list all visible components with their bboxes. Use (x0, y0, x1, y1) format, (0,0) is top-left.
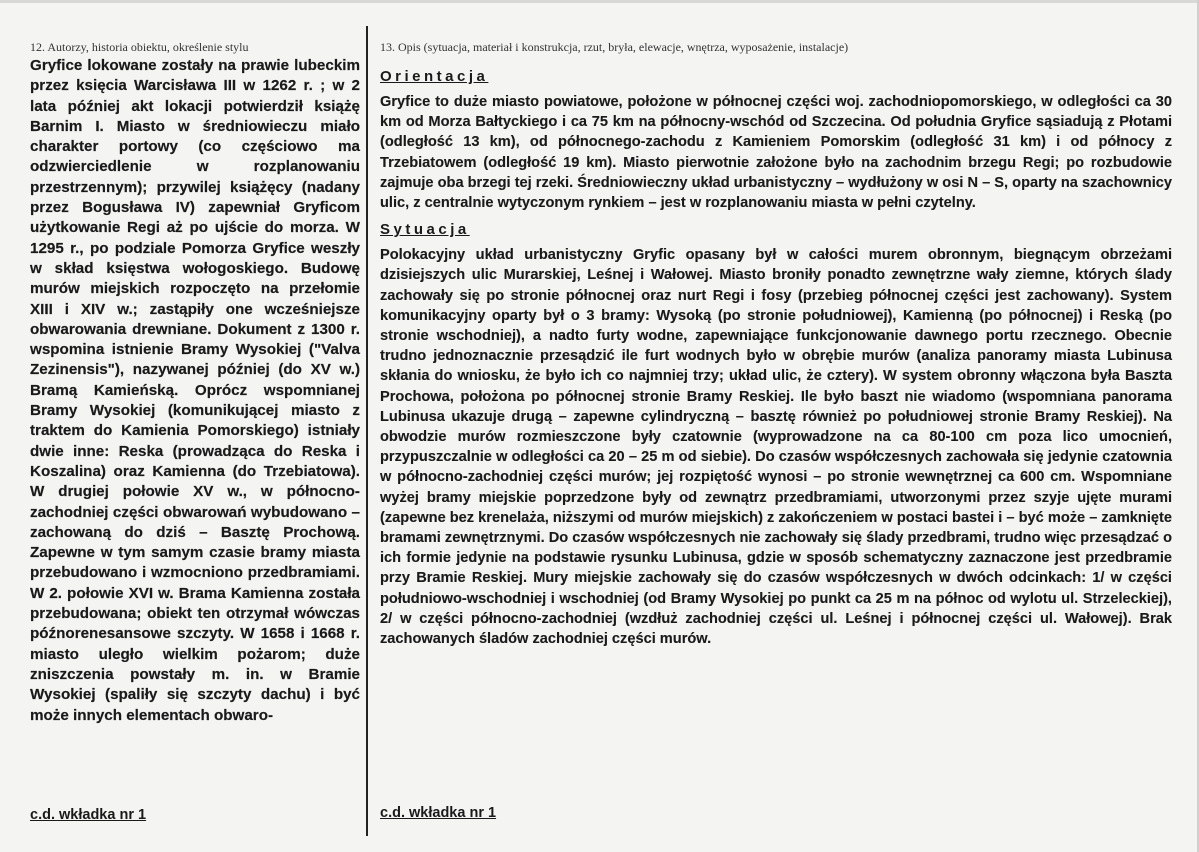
column-divider (366, 26, 368, 836)
section-text-orientacja: Gryfice to duże miasto powiatowe, położone w północnej części woj. zachodniopomorskiego, w odległości ca 30 km od Morza Bałtyckiego i ca 75 km na północny-wschód od Szczecina. Od południa Gryfice sąsiadują z Płotami (odległość 13 km), od północnego-zachodu z Kamieniem Pomorskim (odległość 31 km) i od północy z Trzebiatowem (odległość 19 km). Miasto pierwotnie założone było na zachodnim brzegu Regi; po rozbudowie zajmuje oba brzegi tej rzeki. Średniowieczny układ urbanistyczny – wydłużony w osi N – S, oparty na szachownicy ulic, z centralnie wytyczonym rynkiem – jest w rozplanowaniu miasta w pełni czytelny. (380, 94, 1172, 212)
right-field-label: 13. Opis (sytuacja, materiał i konstrukcja, rzut, bryła, elewacje, wnętrza, wyposażenie, instalacje) (380, 40, 849, 54)
section-heading-orientacja: Orientacja (380, 68, 489, 85)
history-text (30, 56, 360, 726)
right-continuation-note: c.d. wkładka nr 1 (380, 805, 497, 821)
history-lead-word: Gryfice (30, 57, 83, 74)
left-continuation-note: c.d. wkładka nr 1 (30, 807, 147, 823)
right-column (380, 40, 1172, 649)
history-body: lokowane zostały na prawie lubeckim przez księcia Warcisława III w 1262 r. ; w 2 lata później akt lokacji potwierdził książę Barnim I. Miasto w średniowieczu miało charakter portowy (co częściowo ma odzwierciedlenie w rozplanowaniu przestrzennym); przywilej książęcy (nadany przez Bogusława IV) zapewniał Gryficom użytkowanie Regi aż po ujście do morza. W 1295 r., po podziale Pomorza Gryfice weszły w skład księstwa wołogoskiego. Budowę murów miejskich rozpoczęto na przełomie XIII i XIV w.; zastąpiły one wcześniejsze obwarowania drewniane. Dokument z 1300 r. wspomina istnienie Bramy Wysokiej ("Valva Zezinensis"), nazywanej później (do XV w.) Bramą Kamieńską. Oprócz wspomnianej Bramy Wysokiej (komunikującej miasto z traktem do Kamienia Pomorskiego) istniały dwie inne: Reska (prowadząca do Reska i Koszalina) oraz Kamienna (do Trzebiatowa). W drugiej połowie XV w., w północno-zachodniej części obwarowań wybudowano – zachowaną do dziś – Basztę Prochową. Zapewne w tym samym czasie bramy miasta przebudowano i wzmocniono przedbramiami. W 2. połowie XVI w. Brama Kamienna została przebudowana; obiekt ten otrzymał wówczas późnorenesansowe szczyty. W 1658 i 1668 r. miasto uległo wielkim pożarom; duże zniszczenia powstały m. in. w Bramie Wysokiej (spaliły się szczyty dachu) i być może innych elementach obwaro- (30, 57, 360, 724)
section-heading-sytuacja: Sytuacja (380, 221, 470, 239)
left-field-label: 12. Autorzy, historia obiektu, określenie stylu (30, 40, 249, 54)
left-column (30, 40, 360, 726)
section-text-sytuacja: Polokacyjny układ urbanistyczny Gryfic opasany był w całości murem obronnym, biegnącym obrzeżami dzisiejszych ulic Murarskiej, Leśnej i Wałowej. Miasto broniły ponadto zewnętrzne wały ziemne, których ślady zachowały się po stronie północnej oraz nurt Regi i fosy (przebieg północnej części jest zachowany). System komunikacyjny oparty był o 3 bramy: Wysoką (po stronie południowej), Kamienną (po północnej) i Reską (po stronie wschodniej), a nadto furty wodne, zapewniające funkcjonowanie dawnego portu rzecznego. Obecnie trudno jednoznacznie przesądzić ile furt wodnych było w obrębie murów (analiza panoramy miasta Lubinusa skłania do wniosku, że było ich co najmniej trzy; układ ulic, że cztery). W system obronny włączona była Baszta Prochowa, położona po północnej stronie Bramy Reskiej. Ile było baszt nie wiadomo (wspomniana panorama Lubinusa ukazuje drugą – zapewne cylindryczną – basztę również po południowej stronie Bramy Reskiej). Na obwodzie murów rozmieszczone były czatownie (wyprowadzone na ca 80-100 cm poza lico umocnień, przypuszczalnie w odległości ca 20 – 25 m od siebie). Do czasów współczesnych zachowała się jedynie czatownia w północno-zachodniej części murów; jej rozpiętość wynosi – po stronie wewnętrznej ca 600 cm. Wspomniane wyżej bramy miejskie poprzedzone były od zewnątrz przedbramiami, utworzonymi przez szyje ujęte murami (zapewne bez krenelaża, niższymi od murów miejskich) z zakończeniem w postaci bastei i – być może – zamknięte bramami zewnętrznymi. Do czasów współczesnych nie zachowały się ślady przedbrami, trudno więc przesądzać o ich formie jedynie na podstawie rysunku Lubinusa, gdzie w sposób schematyczny zaznaczone jest przedbramie przy Bramie Reskiej. Mury miejskie zachowały się do czasów współczesnych w dwóch odcinkach: 1/ w części południowo-wschodniej i wschodniej (od Bramy Wysokiej po punkt ca 25 m na północ od wylotu ul. Strzeleckiej), 2/ w części północno-zachodniej (wzdłuż zachodniej części ul. Leśnej i północnej części ul. Wałowej). Brak zachowanych śladów zachodniej części murów. (380, 247, 1172, 648)
scan-edge-top (0, 0, 1199, 3)
